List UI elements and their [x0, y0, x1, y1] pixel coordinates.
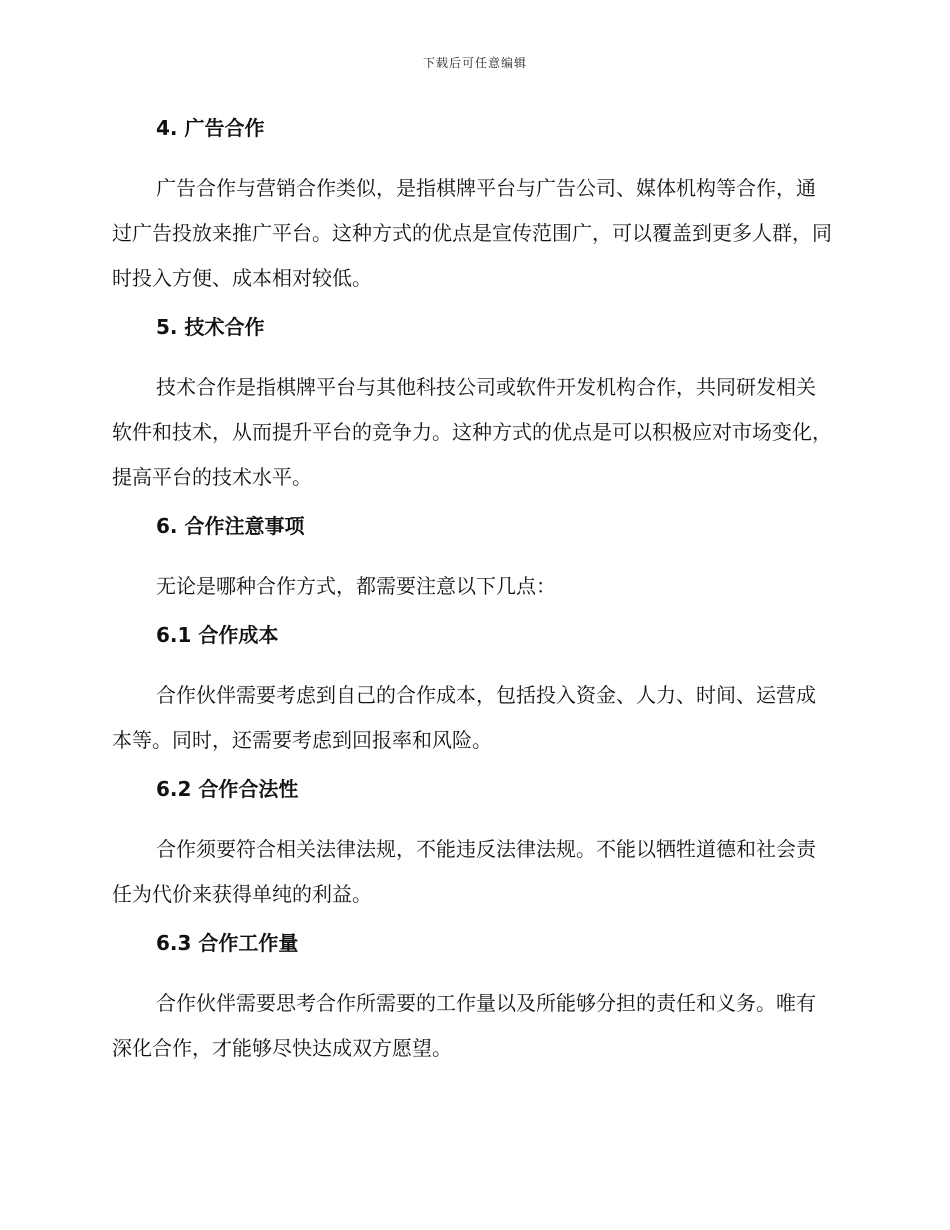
section-body-legality: 合作须要符合相关法律法规，不能违反法律法规。不能以牺牲道德和社会责任为代价来获得单纯的利益。 [112, 837, 816, 906]
document-body [112, 112, 832, 1071]
section-body-workload: 合作伙伴需要思考合作所需要的工作量以及所能够分担的责任和义务。唯有深化合作，才能够尽快达成双方愿望。 [112, 991, 816, 1060]
section-body-cost: 合作伙伴需要考虑到自己的合作成本，包括投入资金、人力、时间、运营成本等。同时，还需要考虑到回报率和风险。 [112, 683, 816, 752]
section-heading-technology: 5. 技术合作 [156, 315, 265, 339]
section-body-advertising: 广告合作与营销合作类似，是指棋牌平台与广告公司、媒体机构等合作，通过广告投放来推广平台。这种方式的优点是宣传范围广，可以覆盖到更多人群，同时投入方便、成本相对较低。 [112, 176, 832, 290]
header-note: 下载后可任意编辑 [422, 56, 527, 70]
section-heading-cost: 6.1 合作成本 [156, 623, 279, 647]
section-heading-notes: 6. 合作注意事项 [156, 514, 305, 538]
section-body-notes: 无论是哪种合作方式，都需要注意以下几点： [156, 574, 556, 598]
section-heading-legality: 6.2 合作合法性 [156, 777, 299, 801]
section-heading-workload: 6.3 合作工作量 [156, 931, 299, 955]
section-body-technology: 技术合作是指棋牌平台与其他科技公司或软件开发机构合作，共同研发相关软件和技术，从而提升平台的竞争力。这种方式的优点是可以积极应对市场变化，提高平台的技术水平。 [112, 375, 832, 489]
section-heading-advertising: 4. 广告合作 [156, 116, 265, 140]
